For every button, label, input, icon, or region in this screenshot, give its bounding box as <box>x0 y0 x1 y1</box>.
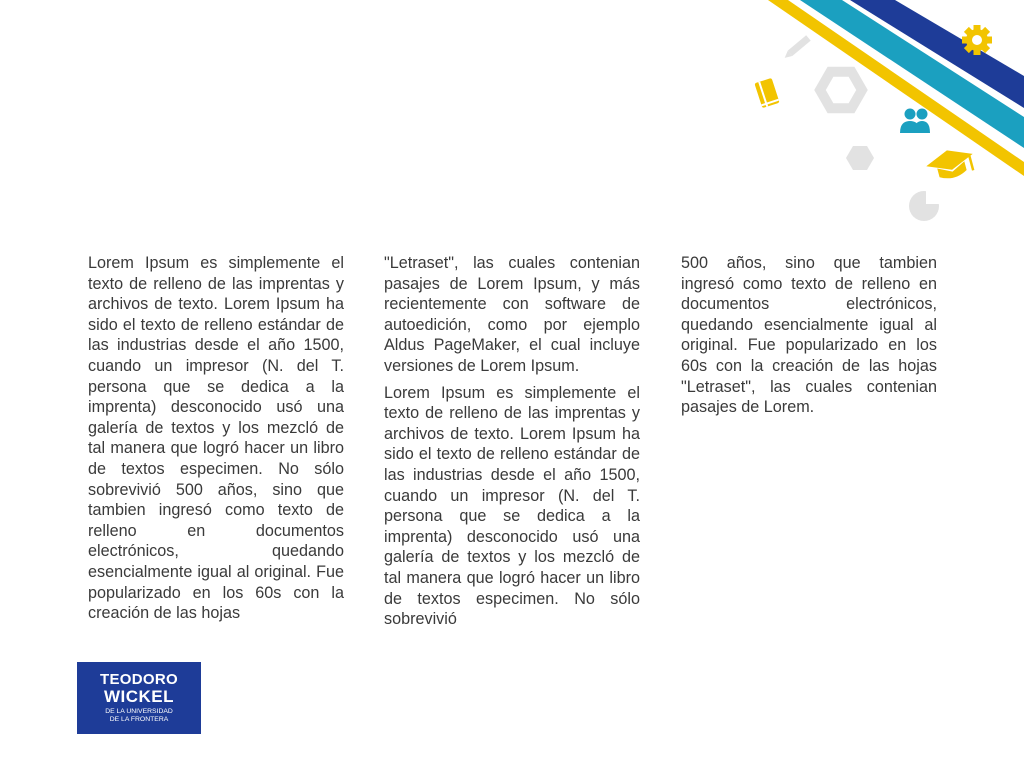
logo-line-4: DE LA FRONTERA <box>109 716 169 723</box>
hexagon-small-icon <box>846 146 874 170</box>
gear-icon <box>962 25 992 55</box>
header-decoration <box>0 0 1024 240</box>
logo-line-1: TEODORO <box>100 671 178 688</box>
logo-line-3: DE LA UNIVERSIDAD <box>105 708 173 715</box>
text-column-1 <box>88 253 344 630</box>
graduation-cap-icon <box>924 144 978 183</box>
book-icon <box>754 78 779 108</box>
logo-line-2: WICKEL <box>103 687 175 706</box>
users-icon <box>900 109 930 134</box>
text-column-2 <box>384 253 640 636</box>
paragraph: Lorem Ipsum es simplemente el texto de relleno de las imprentas y archivos de texto. Lorem Ipsum ha sido el texto de relleno estándar de las industrias desde el año 1500, cuando un impresor (N. del T. persona que se dedica a la imprenta) desconocido usó una galería de textos y los mezcló de tal manera que logró hacer un libro de textos especimen. No sólo sobrevivió 500 años, sino que tambien ingresó como texto de relleno en documentos electrónicos, quedando esencialmente igual al original. Fue popularizado en los 60s con la creación de las hojas <box>88 254 344 623</box>
paragraph: "Letraset", las cuales contenian pasajes de Lorem Ipsum, y más recientemente con software de autoedición, como por ejemplo Aldus PageMaker, el cual incluye versiones de Lorem Ipsum. <box>384 254 640 375</box>
text-column-3 <box>681 253 937 424</box>
hexagon-outline-icon <box>820 72 862 108</box>
stripe-navy <box>850 0 1024 108</box>
paragraph: Lorem Ipsum es simplemente el texto de relleno de las imprentas y archivos de texto. Lorem Ipsum ha sido el texto de relleno estándar de las industrias desde el año 1500, cuando un impresor (N. del T. persona que se dedica a la imprenta) desconocido usó una galería de textos y los mezcló de tal manera que logró hacer un libro de textos especimen. No sólo sobrevivió <box>384 383 640 629</box>
pencil-icon <box>782 35 810 60</box>
paragraph: 500 años, sino que tambien ingresó como texto de relleno en documentos electrónicos, quedando esencialmente igual al original. Fue popularizado en los 60s con la creación de las hojas "Letraset", las cuales contenian pasajes de Lorem. <box>681 254 937 417</box>
pie-chart-icon <box>909 190 940 221</box>
diagonal-stripes <box>768 0 1024 176</box>
university-logo <box>77 662 201 734</box>
